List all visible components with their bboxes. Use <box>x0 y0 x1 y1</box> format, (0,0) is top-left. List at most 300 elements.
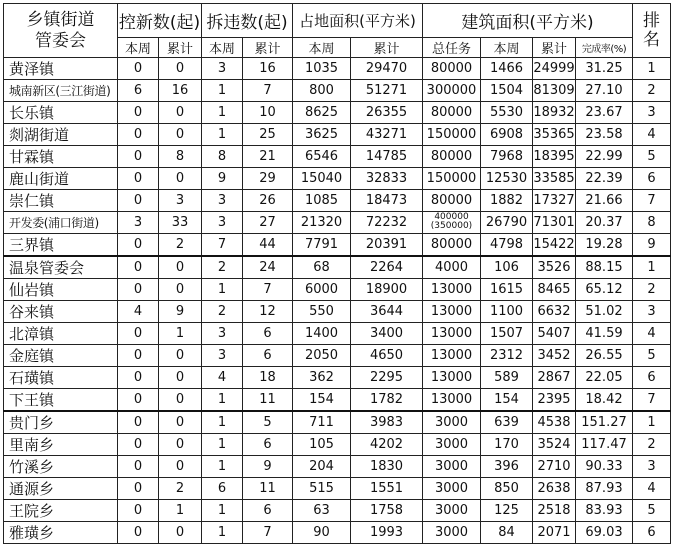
bld-cum-cell: 3452 <box>533 344 576 366</box>
bld-cum-cell: 18395 <box>533 145 576 167</box>
dem-cum-cell: 16 <box>243 58 293 80</box>
land-week-cell: 550 <box>293 300 351 322</box>
new-cum-cell: 0 <box>159 167 202 189</box>
task-cell: 13000 <box>423 344 481 366</box>
bld-week-cell: 4798 <box>481 233 533 256</box>
task-cell: 3000 <box>423 521 481 543</box>
bld-week-cell: 154 <box>481 388 533 411</box>
dem-cum-cell: 9 <box>243 455 293 477</box>
land-cum-cell: 72232 <box>351 211 423 233</box>
dem-week-cell: 1 <box>202 455 243 477</box>
table-row <box>4 189 671 211</box>
bld-week-cell: 5530 <box>481 101 533 123</box>
bld-cum-cell: 8465 <box>533 278 576 300</box>
dem-week-cell: 3 <box>202 58 243 80</box>
task-cell: 80000 <box>423 145 481 167</box>
rate-cell: 22.99 <box>576 145 633 167</box>
land-cum-cell: 2295 <box>351 366 423 388</box>
land-week-cell: 800 <box>293 80 351 102</box>
dem-cum-cell: 44 <box>243 233 293 256</box>
dem-week-cell: 3 <box>202 344 243 366</box>
dem-cum-cell: 6 <box>243 322 293 344</box>
dem-week-cell: 7 <box>202 233 243 256</box>
bld-cum-cell: 2518 <box>533 499 576 521</box>
table-row <box>4 233 671 256</box>
bld-week-cell: 1466 <box>481 58 533 80</box>
rate-cell: 27.10 <box>576 80 633 102</box>
dem-week-cell: 3 <box>202 211 243 233</box>
new-week-cell: 0 <box>118 233 159 256</box>
task-cell: 13000 <box>423 278 481 300</box>
new-week-cell: 0 <box>118 101 159 123</box>
land-week-cell: 90 <box>293 521 351 543</box>
dem-week-cell: 1 <box>202 521 243 543</box>
rank-cell: 2 <box>633 278 671 300</box>
rank-cell: 5 <box>633 499 671 521</box>
dem-week-cell: 1 <box>202 278 243 300</box>
bld-cum-cell: 2071 <box>533 521 576 543</box>
rate-cell: 21.66 <box>576 189 633 211</box>
town-name-cell: 通源乡 <box>4 477 118 499</box>
bld-week-cell: 850 <box>481 477 533 499</box>
dem-week-cell: 1 <box>202 499 243 521</box>
dem-week-cell: 4 <box>202 366 243 388</box>
bld-cum-cell: 33585 <box>533 167 576 189</box>
new-week-header: 本周 <box>118 38 159 58</box>
town-name-cell: 石璜镇 <box>4 366 118 388</box>
town-name-cell: 鹿山街道 <box>4 167 118 189</box>
rate-cell: 23.58 <box>576 123 633 145</box>
dem-cum-cell: 7 <box>243 80 293 102</box>
town-name-cell: 城南新区(三江街道) <box>4 80 118 102</box>
new-cum-cell: 0 <box>159 433 202 455</box>
new-week-cell: 0 <box>118 123 159 145</box>
town-name-cell: 金庭镇 <box>4 344 118 366</box>
dem-week-cell: 3 <box>202 189 243 211</box>
new-week-cell: 0 <box>118 58 159 80</box>
land-cum-cell: 14785 <box>351 145 423 167</box>
new-week-cell: 0 <box>118 256 159 279</box>
land-cum-cell: 3983 <box>351 411 423 434</box>
town-name-cell: 开发委(浦口街道) <box>4 211 118 233</box>
rank-cell: 3 <box>633 101 671 123</box>
new-week-cell: 0 <box>118 477 159 499</box>
table-row <box>4 123 671 145</box>
task-cell: 300000 <box>423 80 481 102</box>
new-cum-cell: 2 <box>159 477 202 499</box>
new-week-cell: 0 <box>118 344 159 366</box>
dem-cum-cell: 25 <box>243 123 293 145</box>
task-cell: 3000 <box>423 477 481 499</box>
task-cell: 80000 <box>423 58 481 80</box>
rank-cell: 4 <box>633 123 671 145</box>
new-control-header: 控新数(起) <box>118 4 202 38</box>
dem-cum-cell: 24 <box>243 256 293 279</box>
land-week-cell: 7791 <box>293 233 351 256</box>
dem-cum-cell: 21 <box>243 145 293 167</box>
rank-header-char1: 排 <box>643 10 660 31</box>
bld-cum-cell: 6632 <box>533 300 576 322</box>
table-body <box>4 58 671 544</box>
new-cum-cell: 0 <box>159 366 202 388</box>
rank-cell: 3 <box>633 300 671 322</box>
new-cum-cell: 8 <box>159 145 202 167</box>
bld-week-cell: 589 <box>481 366 533 388</box>
bld-cum-cell: 18932 <box>533 101 576 123</box>
rank-cell: 2 <box>633 433 671 455</box>
land-week-cell: 362 <box>293 366 351 388</box>
bld-week-cell: 12530 <box>481 167 533 189</box>
bld-week-cell: 170 <box>481 433 533 455</box>
table-row <box>4 58 671 80</box>
bld-week-cell: 6908 <box>481 123 533 145</box>
new-cum-cell: 0 <box>159 388 202 411</box>
dem-week-cell: 1 <box>202 123 243 145</box>
new-cum-cell: 9 <box>159 300 202 322</box>
land-cum-cell: 20391 <box>351 233 423 256</box>
task-cell: 13000 <box>423 300 481 322</box>
dem-week-cell: 1 <box>202 411 243 434</box>
new-week-cell: 0 <box>118 455 159 477</box>
task-cell: 13000 <box>423 388 481 411</box>
bld-week-cell: 84 <box>481 521 533 543</box>
new-week-cell: 0 <box>118 167 159 189</box>
dem-week-cell: 8 <box>202 145 243 167</box>
dem-week-cell: 2 <box>202 256 243 279</box>
task-cell: 80000 <box>423 233 481 256</box>
town-name-cell: 黄泽镇 <box>4 58 118 80</box>
table-row <box>4 411 671 434</box>
table-row <box>4 278 671 300</box>
task-header: 总任务 <box>423 38 481 58</box>
new-week-cell: 4 <box>118 300 159 322</box>
bld-cum-cell: 3524 <box>533 433 576 455</box>
town-name-cell: 长乐镇 <box>4 101 118 123</box>
task-cell: 3000 <box>423 455 481 477</box>
land-cum-cell: 1758 <box>351 499 423 521</box>
bld-week-header: 本周 <box>481 38 533 58</box>
bld-cum-cell: 2867 <box>533 366 576 388</box>
rank-cell: 5 <box>633 344 671 366</box>
new-cum-header: 累计 <box>159 38 202 58</box>
bld-cum-cell: 3526 <box>533 256 576 279</box>
new-week-cell: 0 <box>118 366 159 388</box>
task-cell: 4000 <box>423 256 481 279</box>
land-cum-header: 累计 <box>351 38 423 58</box>
town-header-line1: 乡镇街道 <box>26 9 95 30</box>
town-name-cell: 剡湖街道 <box>4 123 118 145</box>
dem-cum-cell: 11 <box>243 388 293 411</box>
task-cell: 3000 <box>423 411 481 434</box>
rate-cell: 88.15 <box>576 256 633 279</box>
task-primary: 400000 <box>434 212 469 223</box>
land-week-cell: 6546 <box>293 145 351 167</box>
task-cell: 3000 <box>423 433 481 455</box>
bld-cum-cell: 24999 <box>533 58 576 80</box>
rank-cell: 1 <box>633 411 671 434</box>
table-row <box>4 80 671 102</box>
bld-week-cell: 1100 <box>481 300 533 322</box>
dem-cum-header: 累计 <box>243 38 293 58</box>
dem-week-cell: 1 <box>202 388 243 411</box>
dem-cum-cell: 18 <box>243 366 293 388</box>
bld-week-cell: 125 <box>481 499 533 521</box>
new-week-cell: 0 <box>118 388 159 411</box>
bld-week-cell: 639 <box>481 411 533 434</box>
table-row <box>4 322 671 344</box>
town-name-cell: 仙岩镇 <box>4 278 118 300</box>
task-cell: 13000 <box>423 366 481 388</box>
land-cum-cell: 3400 <box>351 322 423 344</box>
new-cum-cell: 3 <box>159 189 202 211</box>
new-week-cell: 0 <box>118 499 159 521</box>
rate-cell: 18.42 <box>576 388 633 411</box>
dem-week-cell: 9 <box>202 167 243 189</box>
table-row <box>4 145 671 167</box>
new-cum-cell: 0 <box>159 256 202 279</box>
dem-cum-cell: 27 <box>243 211 293 233</box>
land-week-cell: 1035 <box>293 58 351 80</box>
table-row <box>4 167 671 189</box>
rank-cell: 3 <box>633 455 671 477</box>
report-wrapper <box>3 3 671 544</box>
dem-cum-cell: 7 <box>243 278 293 300</box>
new-week-cell: 0 <box>118 322 159 344</box>
new-week-cell: 0 <box>118 433 159 455</box>
dem-week-header: 本周 <box>202 38 243 58</box>
new-cum-cell: 33 <box>159 211 202 233</box>
new-week-cell: 0 <box>118 521 159 543</box>
new-week-cell: 3 <box>118 211 159 233</box>
land-cum-cell: 2264 <box>351 256 423 279</box>
town-name-cell: 王院乡 <box>4 499 118 521</box>
rate-cell: 69.03 <box>576 521 633 543</box>
rate-cell: 26.55 <box>576 344 633 366</box>
town-name-cell: 三界镇 <box>4 233 118 256</box>
table-row <box>4 300 671 322</box>
dem-cum-cell: 11 <box>243 477 293 499</box>
rate-header: 完成率(%) <box>576 38 633 58</box>
rate-cell: 20.37 <box>576 211 633 233</box>
town-header-line2: 管委会 <box>35 30 86 51</box>
rate-cell: 51.02 <box>576 300 633 322</box>
rank-cell: 1 <box>633 256 671 279</box>
new-cum-cell: 0 <box>159 101 202 123</box>
bld-week-cell: 106 <box>481 256 533 279</box>
land-week-cell: 68 <box>293 256 351 279</box>
table-row <box>4 499 671 521</box>
rank-header <box>633 4 671 58</box>
land-cum-cell: 18473 <box>351 189 423 211</box>
bld-week-cell: 1615 <box>481 278 533 300</box>
dem-week-cell: 1 <box>202 433 243 455</box>
new-cum-cell: 0 <box>159 344 202 366</box>
land-week-cell: 63 <box>293 499 351 521</box>
town-name-cell: 下王镇 <box>4 388 118 411</box>
land-cum-cell: 3644 <box>351 300 423 322</box>
dem-week-cell: 1 <box>202 80 243 102</box>
land-week-cell: 15040 <box>293 167 351 189</box>
new-cum-cell: 0 <box>159 123 202 145</box>
bld-week-cell: 1504 <box>481 80 533 102</box>
header-row-main <box>4 4 671 38</box>
land-week-cell: 2050 <box>293 344 351 366</box>
town-name-cell: 温泉管委会 <box>4 256 118 279</box>
new-week-cell: 0 <box>118 189 159 211</box>
land-cum-cell: 1782 <box>351 388 423 411</box>
land-week-cell: 1085 <box>293 189 351 211</box>
dem-cum-cell: 6 <box>243 499 293 521</box>
bld-cum-cell: 2638 <box>533 477 576 499</box>
dem-cum-cell: 7 <box>243 521 293 543</box>
new-cum-cell: 2 <box>159 233 202 256</box>
land-week-cell: 204 <box>293 455 351 477</box>
bld-cum-cell: 35365 <box>533 123 576 145</box>
table-row <box>4 521 671 543</box>
task-cell: 3000 <box>423 499 481 521</box>
task-cell: 80000 <box>423 101 481 123</box>
rank-cell: 6 <box>633 521 671 543</box>
dem-cum-cell: 12 <box>243 300 293 322</box>
task-cell: 150000 <box>423 123 481 145</box>
table-row <box>4 477 671 499</box>
bld-week-cell: 396 <box>481 455 533 477</box>
task-cell: 150000 <box>423 167 481 189</box>
dem-week-cell: 6 <box>202 477 243 499</box>
rank-cell: 8 <box>633 211 671 233</box>
land-week-cell: 8625 <box>293 101 351 123</box>
rank-cell: 6 <box>633 366 671 388</box>
building-area-header: 建筑面积(平方米) <box>423 4 633 38</box>
table-row <box>4 344 671 366</box>
table-row <box>4 256 671 279</box>
rate-cell: 31.25 <box>576 58 633 80</box>
rank-cell: 6 <box>633 167 671 189</box>
demolition-progress-table <box>3 3 671 544</box>
land-cum-cell: 26355 <box>351 101 423 123</box>
town-name-cell: 贵门乡 <box>4 411 118 434</box>
dem-cum-cell: 10 <box>243 101 293 123</box>
land-cum-cell: 1551 <box>351 477 423 499</box>
rate-cell: 22.39 <box>576 167 633 189</box>
rank-cell: 4 <box>633 477 671 499</box>
land-week-cell: 105 <box>293 433 351 455</box>
new-week-cell: 0 <box>118 411 159 434</box>
town-name-cell: 竹溪乡 <box>4 455 118 477</box>
bld-week-cell: 1507 <box>481 322 533 344</box>
rank-cell: 2 <box>633 80 671 102</box>
rank-header-char2: 名 <box>643 29 660 50</box>
land-week-cell: 154 <box>293 388 351 411</box>
rate-cell: 90.33 <box>576 455 633 477</box>
land-area-header: 占地面积(平方米) <box>293 4 423 38</box>
rate-cell: 65.12 <box>576 278 633 300</box>
land-week-cell: 21320 <box>293 211 351 233</box>
task-cell: 80000 <box>423 189 481 211</box>
land-week-cell: 711 <box>293 411 351 434</box>
table-row <box>4 101 671 123</box>
land-week-cell: 515 <box>293 477 351 499</box>
town-name-cell: 甘霖镇 <box>4 145 118 167</box>
rank-cell: 1 <box>633 58 671 80</box>
bld-week-cell: 26790 <box>481 211 533 233</box>
land-week-cell: 6000 <box>293 278 351 300</box>
land-week-cell: 3625 <box>293 123 351 145</box>
bld-cum-cell: 5407 <box>533 322 576 344</box>
table-row <box>4 388 671 411</box>
rank-cell: 4 <box>633 322 671 344</box>
land-cum-cell: 32833 <box>351 167 423 189</box>
dem-cum-cell: 29 <box>243 167 293 189</box>
new-week-cell: 0 <box>118 278 159 300</box>
new-cum-cell: 1 <box>159 499 202 521</box>
bld-cum-cell: 71301 <box>533 211 576 233</box>
town-name-cell: 雅璜乡 <box>4 521 118 543</box>
rate-cell: 151.27 <box>576 411 633 434</box>
new-cum-cell: 1 <box>159 322 202 344</box>
new-cum-cell: 0 <box>159 455 202 477</box>
land-cum-cell: 51271 <box>351 80 423 102</box>
new-week-cell: 6 <box>118 80 159 102</box>
bld-week-cell: 2312 <box>481 344 533 366</box>
rate-cell: 87.93 <box>576 477 633 499</box>
rate-cell: 117.47 <box>576 433 633 455</box>
dem-week-cell: 1 <box>202 101 243 123</box>
bld-week-cell: 7968 <box>481 145 533 167</box>
rank-cell: 7 <box>633 388 671 411</box>
table-row <box>4 366 671 388</box>
land-cum-cell: 4650 <box>351 344 423 366</box>
land-cum-cell: 18900 <box>351 278 423 300</box>
bld-cum-cell: 2710 <box>533 455 576 477</box>
new-week-cell: 0 <box>118 145 159 167</box>
dem-cum-cell: 5 <box>243 411 293 434</box>
land-cum-cell: 43271 <box>351 123 423 145</box>
bld-cum-cell: 81309 <box>533 80 576 102</box>
land-cum-cell: 1830 <box>351 455 423 477</box>
bld-week-cell: 1882 <box>481 189 533 211</box>
land-week-header: 本周 <box>293 38 351 58</box>
table-row <box>4 455 671 477</box>
task-secondary: (350000) <box>430 221 473 232</box>
town-name-cell: 崇仁镇 <box>4 189 118 211</box>
bld-cum-cell: 4538 <box>533 411 576 434</box>
dem-week-cell: 3 <box>202 322 243 344</box>
rate-cell: 41.59 <box>576 322 633 344</box>
table-row <box>4 211 671 233</box>
rank-cell: 7 <box>633 189 671 211</box>
rate-cell: 23.67 <box>576 101 633 123</box>
bld-cum-cell: 15422 <box>533 233 576 256</box>
rank-cell: 5 <box>633 145 671 167</box>
rate-cell: 83.93 <box>576 499 633 521</box>
rank-cell: 9 <box>633 233 671 256</box>
new-cum-cell: 0 <box>159 58 202 80</box>
dem-cum-cell: 6 <box>243 344 293 366</box>
town-name-cell: 谷来镇 <box>4 300 118 322</box>
dem-week-cell: 2 <box>202 300 243 322</box>
task-cell <box>423 211 481 233</box>
rate-cell: 22.05 <box>576 366 633 388</box>
new-cum-cell: 0 <box>159 278 202 300</box>
table-row <box>4 433 671 455</box>
new-cum-cell: 0 <box>159 521 202 543</box>
land-cum-cell: 29470 <box>351 58 423 80</box>
rate-cell: 19.28 <box>576 233 633 256</box>
town-name-cell: 里南乡 <box>4 433 118 455</box>
bld-cum-cell: 2395 <box>533 388 576 411</box>
bld-cum-header: 累计 <box>533 38 576 58</box>
